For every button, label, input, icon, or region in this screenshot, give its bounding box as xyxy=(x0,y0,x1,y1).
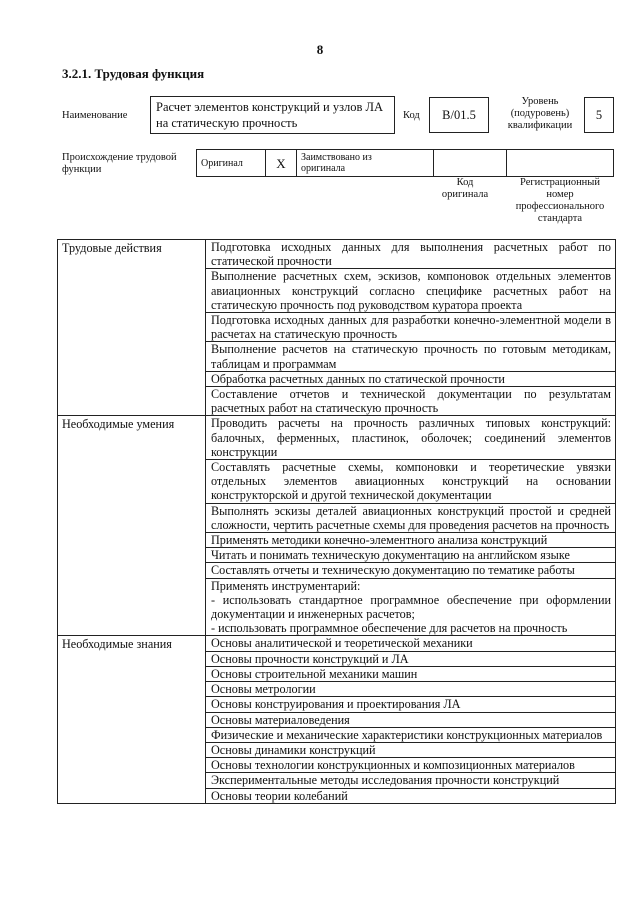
original-code-cell xyxy=(434,150,507,177)
function-details-table xyxy=(57,239,616,804)
section-item: Подготовка исходных данных для разработки конечно-элементной модели в расчетах на статическую прочность xyxy=(206,313,616,342)
section-item: Основы аналитической и теоретической механики xyxy=(206,636,616,651)
item-line: - использовать программное обеспечение для расчетов на прочность xyxy=(211,621,568,636)
borrowed-label: Заимствовано из оригинала xyxy=(297,150,434,177)
section-item: Основы конструирования и проектирования ЛА xyxy=(206,697,616,712)
section-item: Выполнение расчетных схем, эскизов, компоновок отдельных элементов авиационных конструкций согласно специфике расчетных работ на статическую прочность под руководством куратора проекта xyxy=(206,269,616,313)
origin-label: Происхождение трудовой функции xyxy=(62,152,177,175)
section-item: Основы динамики конструкций xyxy=(206,742,616,757)
section-item: Основы строительной механики машин xyxy=(206,666,616,681)
table-row xyxy=(58,240,616,269)
table-row xyxy=(58,416,616,460)
section-category: Необходимые умения xyxy=(58,416,206,636)
qualification-level-label: Уровень (подуровень) квалификации xyxy=(507,96,573,131)
item-line: Применять инструментарий: xyxy=(211,578,361,593)
reg-number-cell xyxy=(507,150,614,177)
page-number: 8 xyxy=(316,42,324,57)
section-item: Основы метрологии xyxy=(206,682,616,697)
origin-table xyxy=(196,149,614,177)
section-title: 3.2.1. Трудовая функция xyxy=(62,66,205,81)
qualification-level-value: 5 xyxy=(584,97,614,133)
section-item: Физические и механические характеристики конструкционных материалов xyxy=(206,727,616,742)
name-label: Наименование xyxy=(62,110,128,121)
code-original-label: Код оригинала xyxy=(441,177,489,200)
section-item: Обработка расчетных данных по статической прочности xyxy=(206,371,616,386)
section-item: Составлять расчетные схемы, компоновки и теоретические увязки отдельных элементов авиационных конструкций на основании конструкторской и другой технической документации xyxy=(206,460,616,504)
section-item: Основы материаловедения xyxy=(206,712,616,727)
section-item: Основы технологии конструкционных и композиционных материалов xyxy=(206,758,616,773)
function-code-value: В/01.5 xyxy=(429,97,489,133)
section-item: Подготовка исходных данных для выполнения расчетных работ по статической прочности xyxy=(206,240,616,269)
function-name-value: Расчет элементов конструкций и узлов ЛА на статическую прочность xyxy=(150,96,395,134)
section-item: Выполнение расчетов на статическую прочность по готовым методикам, таблицам и программам xyxy=(206,342,616,371)
reg-number-label: Регистрационный номер профессионального стандарта xyxy=(515,177,605,224)
section-item: Основы теории колебаний xyxy=(206,788,616,803)
section-item: Составлять отчеты и техническую документацию по тематике работы xyxy=(206,563,616,578)
section-item: Основы прочности конструкций и ЛА xyxy=(206,651,616,666)
section-item: Применять методики конечно-элементного анализа конструкций xyxy=(206,533,616,548)
section-item: Читать и понимать техническую документацию на английском языке xyxy=(206,548,616,563)
item-line: - использовать стандартное программное обеспечение при оформлении документации и инженерных расчетов; xyxy=(211,592,611,622)
section-item xyxy=(206,578,616,636)
section-item: Составление отчетов и технической документации по результатам расчетных работ на статическую прочность xyxy=(206,387,616,416)
section-category: Необходимые знания xyxy=(58,636,206,803)
table-row xyxy=(58,636,616,651)
section-item: Выполнять эскизы деталей авиационных конструкций простой и средней сложности, чертить расчетные схемы для проведения расчетов на прочность xyxy=(206,503,616,532)
section-category: Трудовые действия xyxy=(58,240,206,416)
section-item: Экспериментальные методы исследования прочности конструкций xyxy=(206,773,616,788)
original-mark: X xyxy=(266,150,297,177)
section-item: Проводить расчеты на прочность различных типовых конструкций: балочных, ферменных, пластинок, оболочек; соединений элементов конструкции xyxy=(206,416,616,460)
original-label: Оригинал xyxy=(197,150,266,177)
code-label: Код xyxy=(403,110,420,121)
